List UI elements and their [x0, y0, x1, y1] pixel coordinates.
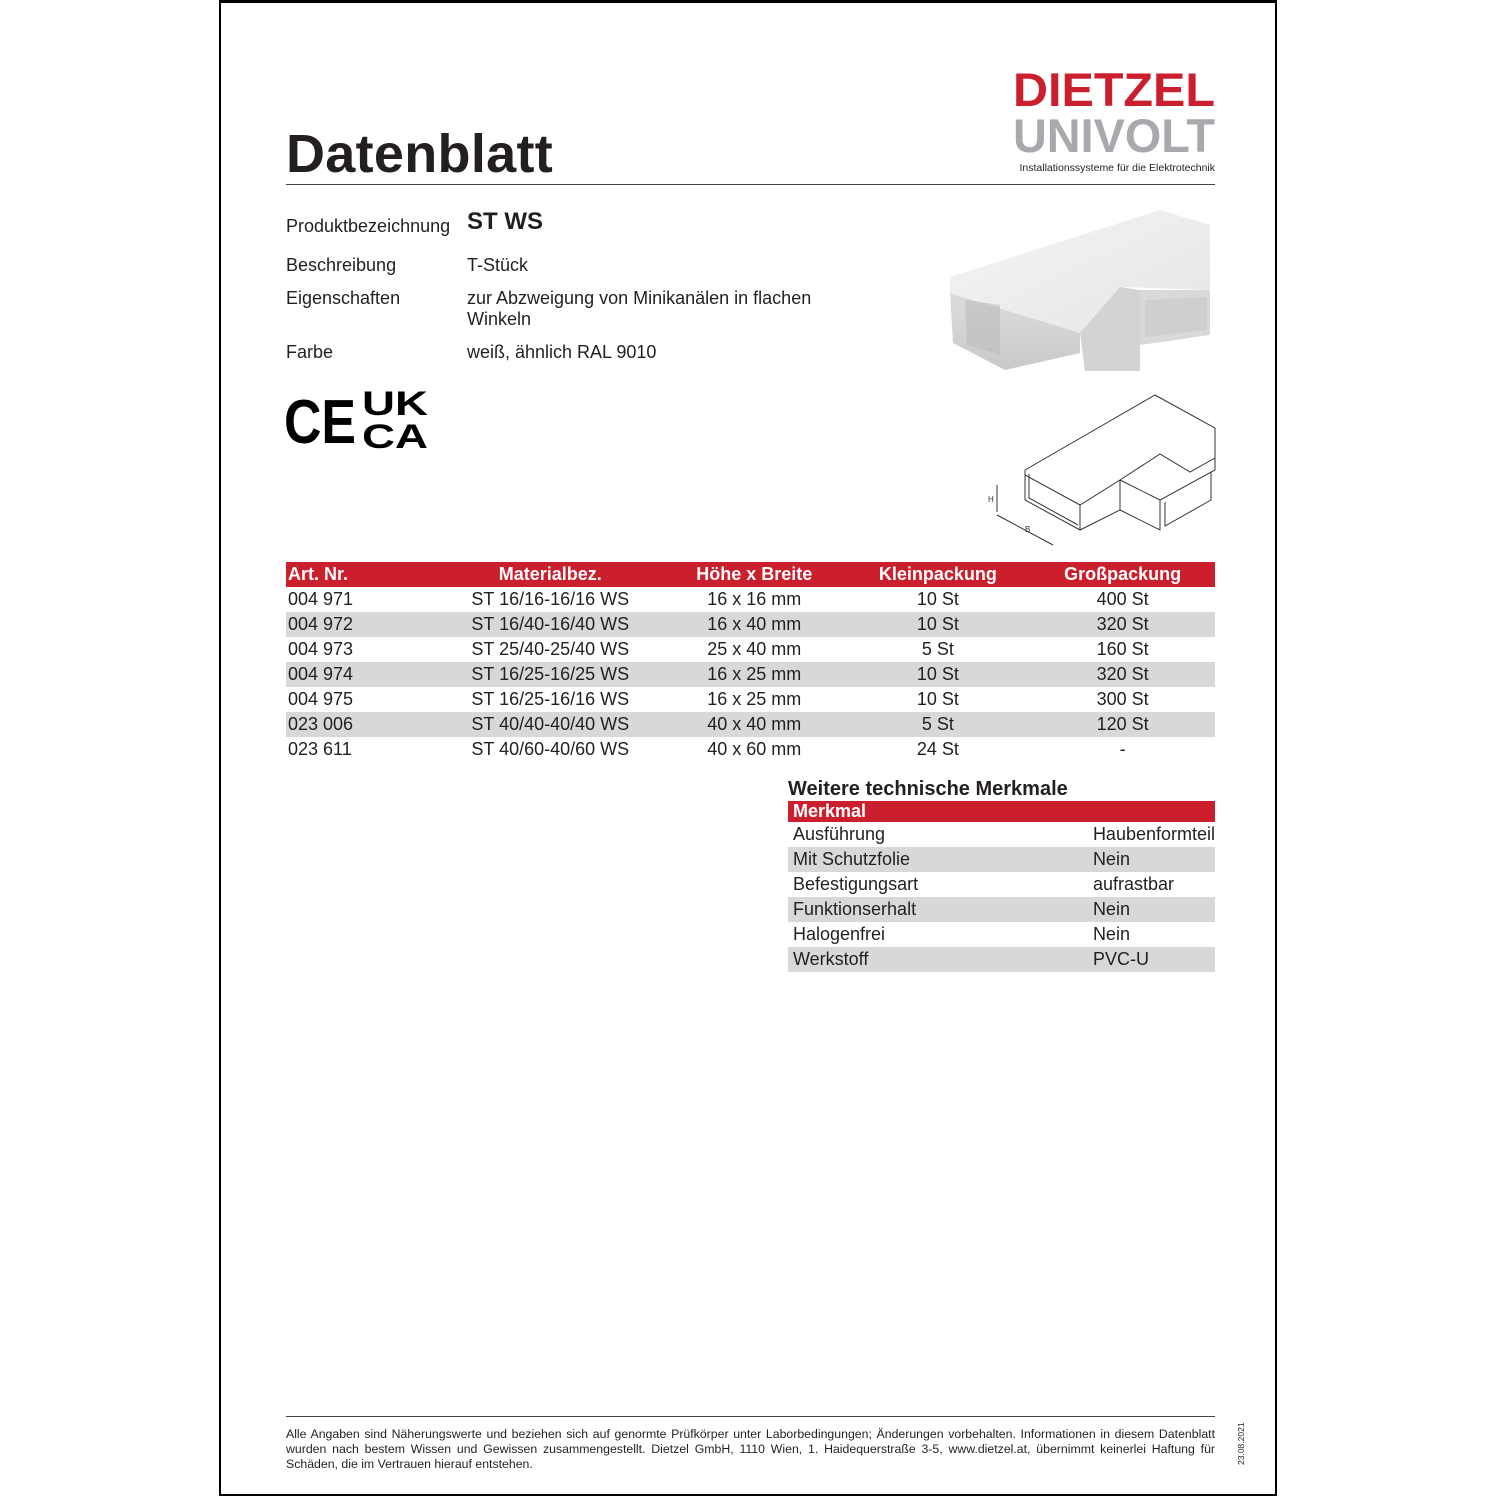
- width-label: B: [1025, 525, 1031, 534]
- description-label: Beschreibung: [286, 255, 397, 275]
- document-date: 23.08.2021: [1236, 1422, 1246, 1465]
- product-photo: [945, 205, 1215, 385]
- cell-large-pack: 320 St: [1030, 612, 1215, 637]
- cell-art-nr: 004 973: [288, 639, 354, 659]
- features-table: [788, 801, 1215, 972]
- table-row: [788, 947, 1215, 972]
- cell-material: ST 40/60-40/60 WS: [471, 739, 630, 759]
- article-table-header: [286, 562, 1215, 587]
- brand-tagline: Installationssysteme für die Elektrotechnik: [1019, 162, 1215, 174]
- feature-value: Nein: [1088, 847, 1215, 872]
- col-large-pack: Großpackung: [1030, 562, 1215, 587]
- product-name-label: Produktbezeichnung: [286, 216, 451, 236]
- certification-marks: [284, 385, 434, 460]
- ukca-mark-line1: UK: [362, 385, 429, 423]
- properties-label: Eigenschaften: [286, 288, 401, 308]
- brand-line-1: DIETZEL: [1013, 66, 1215, 116]
- cell-small-pack: 24 St: [916, 739, 959, 759]
- cell-small-pack: 10 St: [916, 689, 959, 709]
- cell-material: ST 40/40-40/40 WS: [438, 712, 664, 737]
- ukca-mark-line2: CA: [362, 418, 428, 455]
- cell-small-pack: 5 St: [921, 639, 954, 659]
- product-name-value: ST WS: [467, 208, 543, 235]
- properties-value: zur Abzweigung von Minikanälen in flachen Winkeln: [467, 288, 812, 329]
- description-value: T-Stück: [467, 255, 529, 275]
- color-value: weiß, ähnlich RAL 9010: [467, 342, 657, 362]
- cell-small-pack: 5 St: [846, 712, 1031, 737]
- table-row: [286, 662, 1215, 687]
- table-row: [788, 822, 1215, 847]
- cell-material: ST 16/25-16/25 WS: [438, 662, 664, 687]
- feature-value: Nein: [1088, 897, 1215, 922]
- table-row: [286, 587, 1215, 612]
- cell-art-nr: 004 971: [288, 589, 354, 609]
- cell-dimensions: 40 x 60 mm: [707, 739, 802, 759]
- cell-small-pack: 10 St: [846, 662, 1031, 687]
- feature-value: Nein: [1092, 924, 1130, 944]
- cell-dimensions: 16 x 25 mm: [707, 689, 802, 709]
- cell-art-nr: 004 974: [286, 662, 438, 687]
- table-row: [286, 712, 1215, 737]
- table-row: [788, 847, 1215, 872]
- cell-art-nr: 023 611: [288, 739, 352, 759]
- table-row: [286, 687, 1215, 712]
- cell-material: ST 16/25-16/16 WS: [471, 689, 630, 709]
- dimension-drawing: [985, 390, 1220, 555]
- col-dimensions: Höhe x Breite: [663, 562, 845, 587]
- features-title: Weitere technische Merkmale: [788, 778, 1068, 800]
- cell-material: ST 16/16-16/16 WS: [471, 589, 630, 609]
- cell-small-pack: 10 St: [916, 589, 959, 609]
- table-row: [286, 612, 1215, 637]
- feature-value: PVC-U: [1088, 947, 1215, 972]
- cell-art-nr: 004 972: [286, 612, 438, 637]
- feature-name: Befestigungsart: [793, 874, 919, 894]
- cell-large-pack: 400 St: [1096, 589, 1149, 609]
- cell-large-pack: -: [1119, 739, 1126, 759]
- table-row: [286, 737, 1215, 762]
- footer-divider: [286, 1416, 1215, 1417]
- table-row: [788, 922, 1215, 947]
- col-art-nr: Art. Nr.: [286, 562, 438, 587]
- features-header: Merkmal: [788, 801, 1215, 822]
- cell-art-nr: 004 975: [288, 689, 354, 709]
- feature-name: Funktionserhalt: [788, 897, 1088, 922]
- cell-large-pack: 160 St: [1096, 639, 1149, 659]
- cell-large-pack: 320 St: [1030, 662, 1215, 687]
- cell-dimensions: 16 x 16 mm: [707, 589, 802, 609]
- table-row: [788, 897, 1215, 922]
- cell-art-nr: 023 006: [286, 712, 438, 737]
- cell-large-pack: 120 St: [1030, 712, 1215, 737]
- color-label: Farbe: [286, 342, 334, 362]
- cell-dimensions: 40 x 40 mm: [663, 712, 845, 737]
- cell-dimensions: 16 x 25 mm: [663, 662, 845, 687]
- footer-disclaimer: Alle Angaben sind Näherungswerte und beziehen sich auf genormte Prüfkörper unter Laborbedingungen; Änderungen vorbehalten. Informationen in diesem Datenblatt wurden nach bestem Wissen und Gewissen zusammengestellt. Dietzel GmbH, 1110 Wien, 1. Haidequerstraße 3-5, www.dietzel.at, übernimmt keinerlei Haftung für Schäden, die im Vertrauen hierauf entstehen.: [286, 1427, 1215, 1471]
- ce-mark: CE: [284, 388, 356, 455]
- feature-name: Werkstoff: [788, 947, 1088, 972]
- table-row: [788, 872, 1215, 897]
- page-title: Datenblatt: [286, 124, 554, 184]
- feature-name: Halogenfrei: [793, 924, 886, 944]
- cell-dimensions: 16 x 40 mm: [663, 612, 845, 637]
- cell-material: ST 25/40-25/40 WS: [471, 639, 630, 659]
- article-table: [286, 562, 1215, 762]
- feature-value: aufrastbar: [1092, 874, 1174, 894]
- height-label: H: [988, 495, 994, 504]
- cell-large-pack: 300 St: [1096, 689, 1149, 709]
- brand-line-2: UNIVOLT: [1013, 109, 1216, 158]
- feature-value: Haubenformteil: [1092, 824, 1215, 844]
- header-divider: [286, 184, 1215, 185]
- brand-logo: [1013, 66, 1217, 158]
- feature-name: Ausführung: [793, 824, 886, 844]
- cell-small-pack: 10 St: [846, 612, 1031, 637]
- col-small-pack: Kleinpackung: [846, 562, 1031, 587]
- cell-material: ST 16/40-16/40 WS: [438, 612, 664, 637]
- col-material: Materialbez.: [438, 562, 664, 587]
- cell-dimensions: 25 x 40 mm: [707, 639, 802, 659]
- feature-name: Mit Schutzfolie: [788, 847, 1088, 872]
- table-row: [286, 637, 1215, 662]
